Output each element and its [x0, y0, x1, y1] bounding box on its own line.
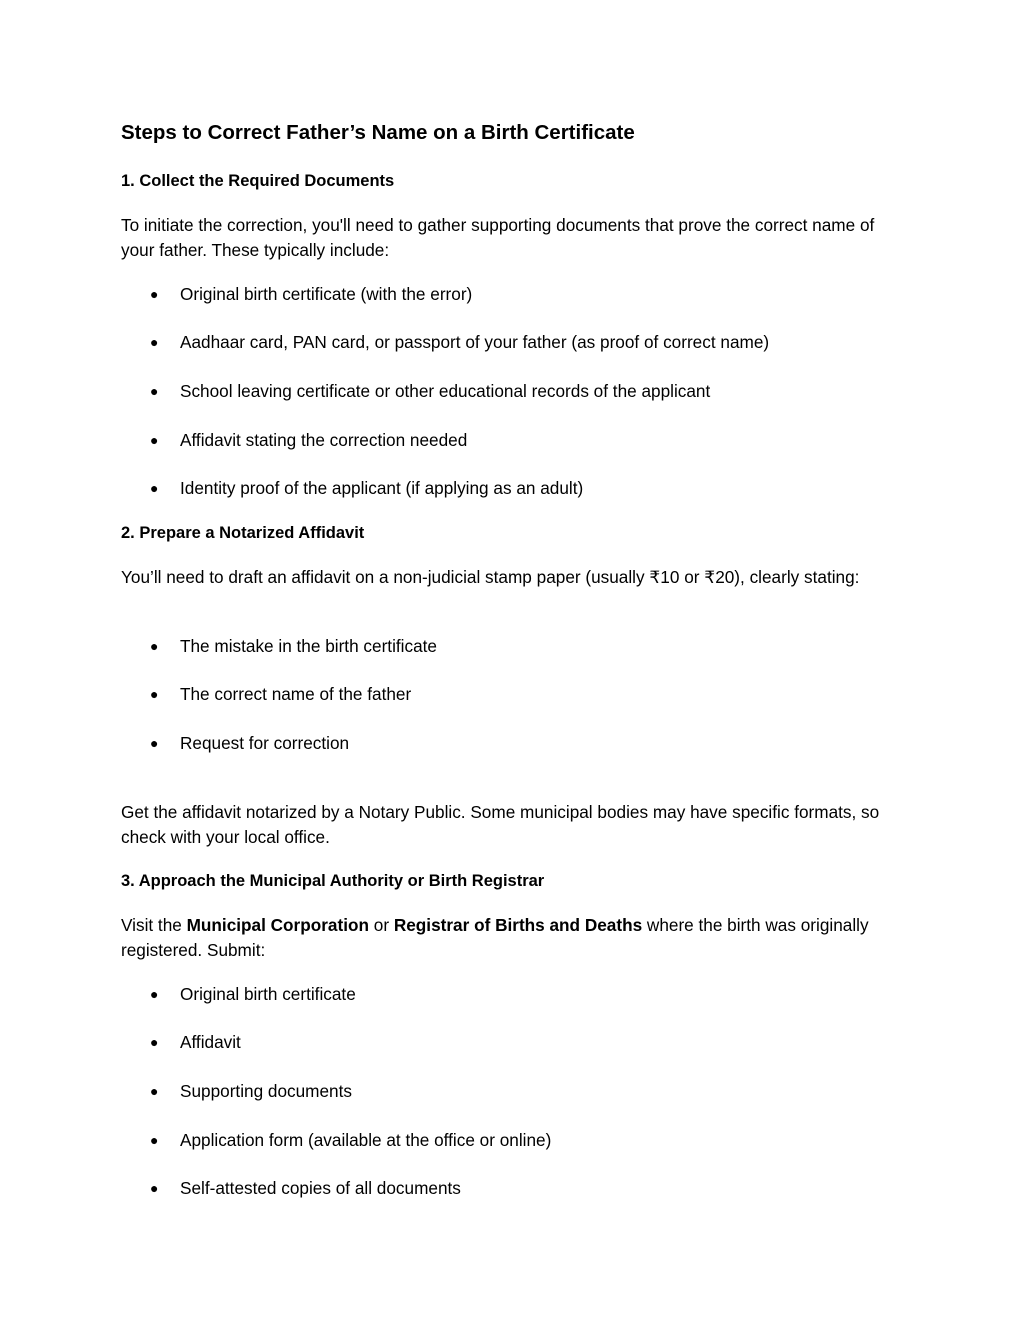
section-2-heading: 2. Prepare a Notarized Affidavit	[121, 524, 365, 542]
list-item-text: Identity proof of the applicant (if applying as an adult)	[180, 478, 584, 498]
list-item-text: Request for correction	[180, 733, 350, 753]
bullet-icon: ●	[150, 383, 159, 399]
bullet-icon: ●	[150, 334, 159, 350]
list-item-text: Original birth certificate	[180, 984, 356, 1004]
bullet-icon: ●	[150, 1083, 159, 1099]
intro-text-prefix: Visit the	[121, 915, 187, 935]
list-item-text: Application form (available at the office or online)	[180, 1130, 552, 1150]
section-2-intro: You’ll need to draft an affidavit on a non-judicial stamp paper (usually ₹10 or ₹20), clearly stating:	[121, 567, 860, 587]
intro-text-mid: or	[368, 915, 394, 935]
bullet-icon: ●	[150, 638, 159, 654]
list-item-text: Original birth certificate (with the error)	[180, 284, 473, 304]
list-item-text: School leaving certificate or other educational records of the applicant	[180, 381, 711, 401]
bullet-icon: ●	[150, 480, 159, 496]
bullet-icon: ●	[150, 432, 159, 448]
bullet-icon: ●	[150, 686, 159, 702]
intro-text-suffix: where the birth was originally registered. Submit:	[121, 915, 869, 960]
section-1-intro: To initiate the correction, you'll need to gather supporting documents that prove the correct name of your father. These typically include:	[121, 215, 875, 260]
bullet-icon: ●	[150, 735, 159, 751]
section-3-heading: 3. Approach the Municipal Authority or Birth Registrar	[121, 872, 545, 890]
list-item-text: Affidavit	[180, 1032, 241, 1052]
bullet-icon: ●	[150, 1180, 159, 1196]
municipal-corporation-bold: Municipal Corporation	[186, 915, 369, 935]
bullet-icon: ●	[150, 1132, 159, 1148]
section-1-heading: 1. Collect the Required Documents	[121, 172, 395, 190]
section-3-intro	[121, 913, 881, 962]
list-item-text: The correct name of the father	[180, 684, 412, 704]
bullet-icon: ●	[150, 1034, 159, 1050]
list-item-text: Aadhaar card, PAN card, or passport of your father (as proof of correct name)	[180, 332, 770, 352]
list-item-text: The mistake in the birth certificate	[180, 636, 437, 656]
list-item-text: Self-attested copies of all documents	[180, 1178, 461, 1198]
document-title: Steps to Correct Father’s Name on a Birth Certificate	[121, 121, 635, 144]
registrar-bold: Registrar of Births and Deaths	[393, 915, 643, 935]
bullet-icon: ●	[150, 986, 159, 1002]
bullet-icon: ●	[150, 286, 159, 302]
list-item-text: Affidavit stating the correction needed	[180, 430, 468, 450]
section-2-outro: Get the affidavit notarized by a Notary Public. Some municipal bodies may have specific formats, so check with your local office.	[121, 802, 880, 847]
list-item-text: Supporting documents	[180, 1081, 352, 1101]
